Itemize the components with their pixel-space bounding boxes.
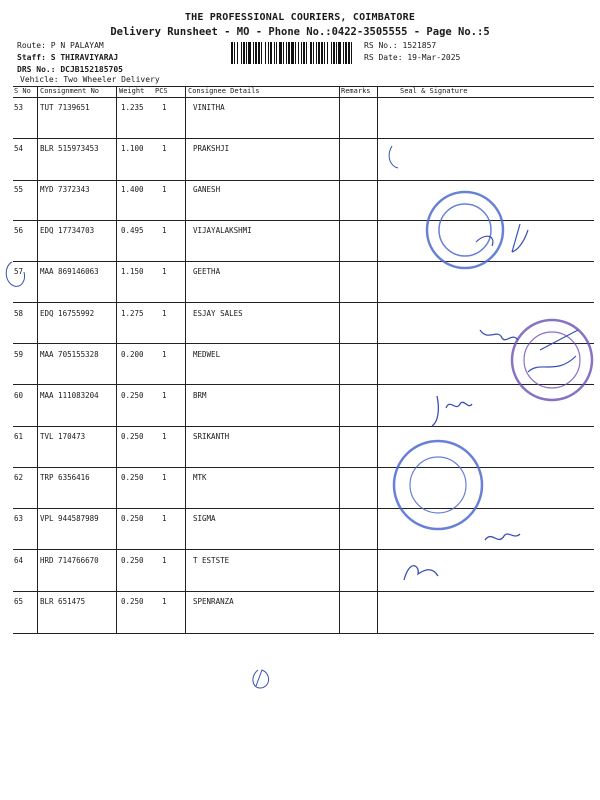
cell-pcs: 1 xyxy=(162,309,167,318)
cell-consignee: BRM xyxy=(193,391,207,400)
cell-sno: 58 xyxy=(14,309,24,318)
cell-weight: 0.250 xyxy=(121,473,144,482)
handwritten-r62-phone: 94 5509 39 xyxy=(457,450,533,471)
handwritten-r64-signature xyxy=(404,566,438,580)
stamp-sigma-trading: For SIGMA TRADING CORPORATION xyxy=(392,515,571,525)
cell-pcs: 1 xyxy=(162,185,167,194)
cell-sno: 64 xyxy=(14,556,24,565)
cell-consignee: SIGMA xyxy=(193,514,216,523)
cell-consignment: HRD 714766670 xyxy=(40,556,99,565)
cell-weight: 1.150 xyxy=(121,267,144,276)
col-header-seal-signature: Seal & Signature xyxy=(400,87,468,95)
cell-consignee: GEETHA xyxy=(193,267,221,276)
runsheet-subtitle: Delivery Runsheet - MO - Phone No.:0422-3505555 - Page No.:5 xyxy=(110,26,490,38)
cell-pcs: 1 xyxy=(162,597,167,606)
company-title: THE PROFESSIONAL COURIERS, COIMBATORE xyxy=(184,12,416,23)
col-header-pcs: PCS xyxy=(155,87,168,95)
cell-sno: 65 xyxy=(14,597,24,606)
svg-text:CBE-57: CBE-57 xyxy=(456,223,469,251)
cell-consignee: VINITHA xyxy=(193,103,225,112)
cell-weight: 1.100 xyxy=(121,144,144,153)
cell-weight: 0.495 xyxy=(121,226,144,235)
cell-consignment: EDQ 17734703 xyxy=(40,226,95,235)
col-header-consignment: Consignment No xyxy=(40,87,100,95)
handwritten-r57-note: D/O/S xyxy=(398,279,458,303)
cell-consignment: TRP 6356416 xyxy=(40,473,90,482)
cell-consignee: ESJAY SALES xyxy=(193,309,243,318)
stamp-partner: Partner xyxy=(531,549,564,559)
cell-consignee: VIJAYALAKSHMI xyxy=(193,226,252,235)
handwritten-r60-signature xyxy=(432,396,472,426)
purple-round-stamp xyxy=(512,320,592,400)
cell-sno: 63 xyxy=(14,514,24,523)
handwritten-r53-name: Omena xyxy=(410,120,472,140)
cell-sno: 57 xyxy=(14,267,24,276)
cell-sno: 61 xyxy=(14,432,24,441)
stray-pen-mark xyxy=(253,670,269,688)
col-header-consignee: Consignee Details xyxy=(188,87,260,95)
cell-pcs: 1 xyxy=(162,144,167,153)
handwritten-r61-signature: S. R xyxy=(450,433,481,451)
cell-weight: 1.275 xyxy=(121,309,144,318)
cell-consignment: MAA 705155328 xyxy=(40,350,99,359)
cell-pcs: 1 xyxy=(162,391,167,400)
cell-consignee: GANESH xyxy=(193,185,221,194)
cell-weight: 1.235 xyxy=(121,103,144,112)
cell-consignment: MAA 111083204 xyxy=(40,391,99,400)
cell-consignee: SPENRANZA xyxy=(193,597,234,606)
sno-circle-mark xyxy=(6,262,24,286)
vehicle-label: Vehicle: Two Wheeler Delivery xyxy=(20,75,160,84)
cell-consignment: TUT 7139651 xyxy=(40,103,90,112)
cell-pcs: 1 xyxy=(162,514,167,523)
cell-consignment: BLR 651475 xyxy=(40,597,86,606)
cell-weight: 1.400 xyxy=(121,185,144,194)
cell-weight: 0.250 xyxy=(121,432,144,441)
cell-consignment: BLR 515973453 xyxy=(40,144,99,153)
cell-pcs: 1 xyxy=(162,473,167,482)
handwritten-r64-date: 19/3/25 xyxy=(440,560,489,581)
cell-pcs: 1 xyxy=(162,432,167,441)
cell-weight: 0.250 xyxy=(121,514,144,523)
handwritten-r55-signature: Ganesh xyxy=(385,185,448,210)
cell-sno: 60 xyxy=(14,391,24,400)
cell-consignment: TVL 170473 xyxy=(40,432,86,441)
svg-text:SHREE: SHREE xyxy=(404,458,439,479)
rs-number: RS No.: 1521857 xyxy=(364,41,437,50)
cell-consignee: SRIKANTH xyxy=(193,432,230,441)
cell-consignment: EDQ 16755992 xyxy=(40,309,95,318)
cell-pcs: 1 xyxy=(162,350,167,359)
cell-sno: 55 xyxy=(14,185,24,194)
handwritten-r65-signature: Rena xyxy=(402,609,438,628)
cell-sno: 62 xyxy=(14,473,24,482)
cell-pcs: 1 xyxy=(162,556,167,565)
cell-consignment: MAA 869146063 xyxy=(40,267,99,276)
cell-consignment: MYD 7372343 xyxy=(40,185,90,194)
cell-weight: 0.200 xyxy=(121,350,144,359)
staff-label: Staff: S THIRAVIYARAJ xyxy=(17,53,119,62)
cell-consignee: MTK xyxy=(193,473,207,482)
rs-date: RS Date: 19-Mar-2025 xyxy=(364,53,461,62)
cell-pcs: 1 xyxy=(162,103,167,112)
cell-weight: 0.250 xyxy=(121,597,144,606)
cell-sno: 59 xyxy=(14,350,24,359)
cell-sno: 56 xyxy=(14,226,24,235)
cell-sno: 54 xyxy=(14,144,24,153)
cell-pcs: 1 xyxy=(162,267,167,276)
cell-weight: 0.250 xyxy=(121,391,144,400)
col-header-sno: S No xyxy=(14,87,31,95)
cell-weight: 0.250 xyxy=(121,556,144,565)
route-label: Route: P N PALAYAM xyxy=(17,41,104,50)
handwritten-r54-phone: 9790440075 xyxy=(403,144,482,166)
col-header-weight: Weight xyxy=(119,87,145,95)
svg-text:CBE-57: CBE-57 xyxy=(425,486,446,513)
drs-label: DRS No.: DCJB152185705 xyxy=(17,65,123,74)
cell-consignee: T ESTSTE xyxy=(193,556,230,565)
col-header-remarks: Remarks xyxy=(341,87,371,95)
cell-sno: 53 xyxy=(14,103,24,112)
cell-consignee: MEDWEL xyxy=(193,350,221,359)
cell-pcs: 1 xyxy=(162,226,167,235)
cell-consignment: VPL 944587989 xyxy=(40,514,99,523)
shree-round-stamp xyxy=(394,441,482,529)
cell-consignee: PRAKSHJI xyxy=(193,144,230,153)
round-stamp xyxy=(427,192,503,268)
handwritten-r55-phone: 9865171079 xyxy=(477,179,568,202)
